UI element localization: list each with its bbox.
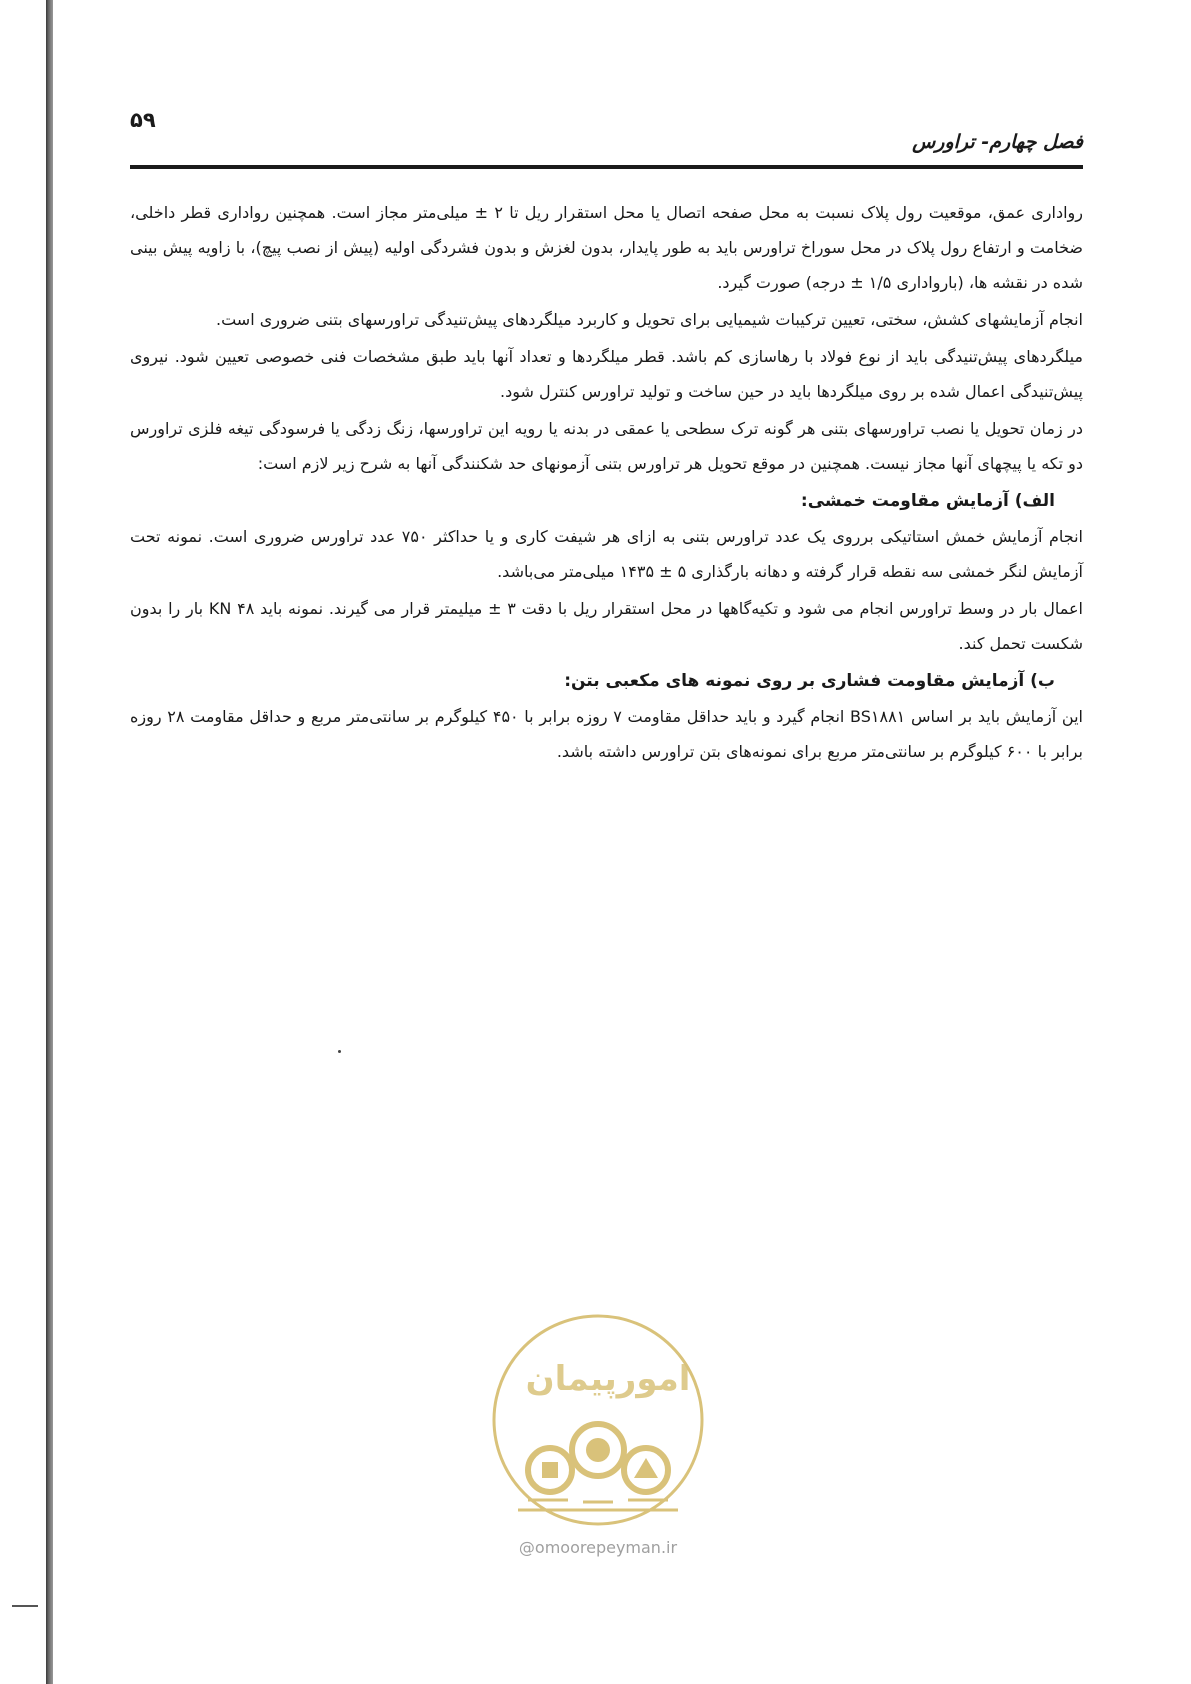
scan-speck	[338, 1050, 341, 1053]
margin-mark	[12, 1605, 38, 1607]
heading-compression-test: ب) آزمایش مقاومت فشاری بر روی نمونه های مکعبی بتن:	[564, 671, 1055, 691]
watermark	[488, 1310, 708, 1558]
paragraph-compression: این آزمایش باید بر اساس BS۱۸۸۱ انجام گیرد و باید حداقل مقاومت ۷ روزه برابر با ۴۵۰ کیلوگرم بر سانتی‌متر مربع و حداقل مقاومت ۲۸ روزه برابر با ۶۰۰ کیلوگرم بر سانتی‌متر مربع برای نمونه‌های بتن تراورس داشته باشد.	[130, 707, 1083, 761]
paragraph-load: اعمال بار در وسط تراورس انجام می شود و تکیه‌گاهها در محل استقرار ریل با دقت ۳ ± میلیمتر قرار می گیرند. نمونه باید ۴۸ KN بار را بدون شکست تحمل کند.	[130, 599, 1083, 653]
page-number: ۵۹	[130, 108, 156, 132]
paragraph-bending: انجام آزمایش خمش استاتیکی برروی یک عدد تراورس بتنی به ازای هر شیفت کاری و یا حداکثر ۷۵۰ عدد تراورس ضروری است. نمونه تحت آزمایش لنگر خمشی سه نقطه قرار گرفته و دهانه بارگذاری ۵ ± ۱۴۳۵ میلی‌متر می‌باشد.	[130, 527, 1083, 581]
chapter-title: فصل چهارم- تراورس	[912, 131, 1083, 153]
heading-bending-test: الف) آزمایش مقاومت خمشی:	[800, 491, 1055, 511]
watermark-logo-icon	[488, 1310, 708, 1538]
paragraph-prestressing: میلگردهای پیش‌تنیدگی باید از نوع فولاد با رهاسازی کم باشد. قطر میلگردها و تعداد آنها باید طبق مشخصات فنی خصوصی تعیین شود. نیروی پیش‌تنیدگی اعمال شده بر روی میلگردها باید در حین ساخت و تولید تراورس کنترل شود.	[130, 347, 1083, 401]
svg-text:امورپیمان: امورپیمان	[525, 1359, 691, 1399]
paragraph-delivery: در زمان تحویل یا نصب تراورسهای بتنی هر گونه ترک سطحی یا عمقی در بدنه یا رویه این تراورسها، زنگ زدگی یا فرسودگی تیغه فلزی تراورس دو تکه یا پیچهای آنها مجاز نیست. همچنین در موقع تحویل هر تراورس بتنی آزمونهای حد شکنندگی آنها به شرح زیر لازم است:	[130, 419, 1083, 473]
scan-edge	[46, 0, 53, 1684]
watermark-url: @omoorepeyman.ir	[518, 1538, 678, 1557]
paragraph-tests: انجام آزمایشهای کشش، سختی، تعیین ترکیبات شیمیایی برای تحویل و کاربرد میلگردهای پیش‌تنیدگی تراورسهای بتنی ضروری است.	[215, 310, 1083, 329]
paragraph-tolerances: رواداری عمق، موقعیت رول پلاک نسبت به محل صفحه اتصال یا محل استقرار ریل تا ۲ ± میلی‌متر مجاز است. همچنین رواداری قطر داخلی، ضخامت و ارتفاع رول پلاک در محل سوراخ تراورس باید به طور پایدار، بدون لغزش و بدون فشردگی اولیه (پیش از نصب پیچ)، با زاویه پیش بینی شده در نقشه ها، (بارواداری ۱/۵ ± درجه) صورت گیرد.	[130, 203, 1083, 292]
header-rule	[130, 165, 1083, 169]
page-body	[130, 195, 1083, 771]
